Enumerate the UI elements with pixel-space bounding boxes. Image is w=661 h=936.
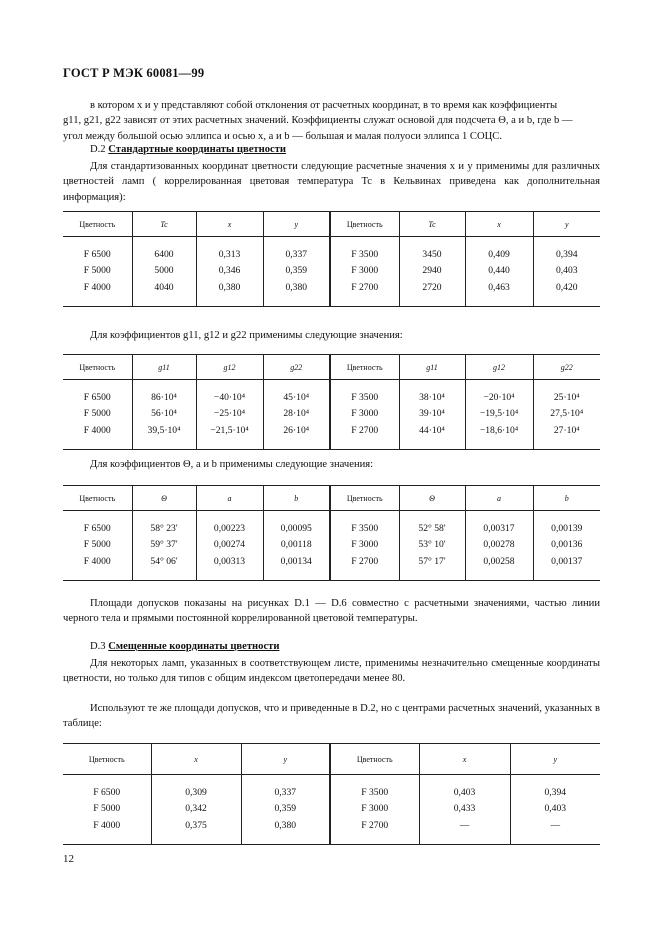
table-cell-value: — <box>550 819 561 831</box>
table-cell-value: −21,5·10⁴ <box>210 424 249 436</box>
table-cell-value: 0,00258 <box>483 555 515 567</box>
table-cell-value: 2940 <box>422 265 442 277</box>
table-cell-value: 0,380 <box>218 281 241 293</box>
table-cell-value: 0,463 <box>488 281 510 293</box>
table-chromaticity-coordinates <box>63 211 600 307</box>
intro-line-1: в котором x и y представляют собой отклонения от расчетных координат, в то время как коэффициенты <box>90 100 558 111</box>
table-cell-value: 2720 <box>422 281 442 293</box>
table-cell-value: 58° 23' <box>150 523 178 534</box>
table-cell-value: 0,403 <box>555 265 578 277</box>
table-header: g22 <box>533 355 600 380</box>
table-cell-value: −20·10⁴ <box>483 392 515 403</box>
table-cell <box>533 511 600 581</box>
table-header: Tc <box>132 212 196 237</box>
table-cell-value: −18,6·10⁴ <box>479 424 519 436</box>
table-cell <box>533 237 600 307</box>
table-cell-value: 56·10⁴ <box>151 408 177 420</box>
table-header: y <box>263 212 330 237</box>
section-d3-paragraph-2: Используют те же площади допусков, что и приведенные в D.2, но с центрами расчетных значений, указанных в таблице: <box>63 703 600 730</box>
table-header: Цветность <box>63 355 132 380</box>
table-cell <box>132 237 196 307</box>
table-cell-value: 44·10⁴ <box>419 424 445 436</box>
table-cell-value: 0,440 <box>488 265 510 277</box>
table-cell <box>263 511 330 581</box>
table-cell-value: 0,380 <box>285 281 308 293</box>
table-cell-value: 0,433 <box>453 803 476 815</box>
page-number: 12 <box>63 853 74 865</box>
table-cell-value: F 3000 <box>351 539 379 551</box>
table-cell-value: 0,00137 <box>551 555 583 567</box>
table-cell-value: F 3500 <box>351 392 379 403</box>
document-header: ГОСТ Р МЭК 60081—99 <box>63 66 205 80</box>
table-cell <box>263 380 330 450</box>
table-header: Θ <box>399 486 465 511</box>
table-cell-value: — <box>459 819 470 831</box>
table-cell <box>241 775 330 845</box>
section-d3-title: Смещенные координаты цветности <box>108 641 280 652</box>
table-header: a <box>465 486 533 511</box>
table-cell <box>63 775 151 845</box>
g-coefficients-lead: Для коэффициентов g11, g12 и g22 применимы следующие значения: <box>90 330 403 341</box>
table-cell-value: F 3000 <box>361 803 389 815</box>
section-d2-heading <box>90 144 286 155</box>
table-cell-value: F 6500 <box>83 392 111 403</box>
table-cell-value: F 6500 <box>83 523 111 534</box>
table-cell-value: 0,375 <box>185 819 207 831</box>
table-cell-value: F 4000 <box>83 424 111 436</box>
table-cell <box>151 775 241 845</box>
table-cell-value: 0,403 <box>544 803 567 815</box>
table-cell-value: 39·10⁴ <box>419 408 445 420</box>
table-header: g22 <box>263 355 330 380</box>
table-g-coefficients <box>63 354 600 450</box>
table-cell-value: 0,403 <box>453 787 476 798</box>
table-header: Цветность <box>330 744 419 775</box>
table-cell-value: F 6500 <box>93 787 121 798</box>
table-cell-value: 4040 <box>154 281 174 293</box>
table-cell-value: F 5000 <box>83 265 111 277</box>
table-cell-value: F 5000 <box>83 539 111 551</box>
table-cell-value: 0,00139 <box>551 523 583 534</box>
table-cell <box>132 380 196 450</box>
table-cell-value: 52° 58' <box>418 523 446 534</box>
intro-line-2: g11, g21, g22 зависят от этих расчетных значений. Коэффициенты служат основой для подсчета Θ, a и b, где b — <box>63 115 573 127</box>
table-cell <box>419 775 510 845</box>
table-cell-value: F 3500 <box>361 787 389 798</box>
table-cell-value: 0,00223 <box>213 523 246 534</box>
table-cell-value: 0,359 <box>285 265 308 277</box>
table-theta-coefficients <box>63 485 600 581</box>
section-d3-number: D.3 <box>90 641 106 652</box>
table-cell-value: 0,00095 <box>280 523 312 534</box>
table-header: x <box>465 212 533 237</box>
table-header: y <box>533 212 600 237</box>
table-cell-value: 27,5·10⁴ <box>550 408 584 420</box>
table-header: x <box>419 744 510 775</box>
table-cell <box>533 380 600 450</box>
table-cell-value: 27·10⁴ <box>553 424 580 436</box>
table-cell-value: 0,394 <box>544 787 567 798</box>
table-cell-value: 0,342 <box>185 803 207 815</box>
table-cell-value: −40·10⁴ <box>213 392 246 403</box>
table-cell-value: 0,409 <box>488 249 510 260</box>
section-d2-text: Для стандартизованных координат цветности следующие расчетные значения x и y применимы для различных цветностей ламп ( коррелированная цветовая температура Tc в Кельвинах приведена как дополнительная информация): <box>63 161 600 203</box>
table-cell <box>465 511 533 581</box>
table-header: x <box>196 212 263 237</box>
table-cell <box>263 237 330 307</box>
table-header: Цветность <box>63 212 132 237</box>
table-header: y <box>241 744 330 775</box>
table-cell-value: 53° 10' <box>418 539 446 551</box>
table-cell-value: 0,420 <box>555 281 578 293</box>
table-cell <box>196 237 263 307</box>
table-cell-value: F 2700 <box>351 555 379 567</box>
table-cell <box>196 380 263 450</box>
table-cell-value: −25·10⁴ <box>213 408 246 420</box>
table-cell-value: F 3000 <box>351 408 379 420</box>
table-cell-value: 57° 17' <box>418 555 446 567</box>
table-cell-value: 28·10⁴ <box>283 408 310 420</box>
table-header: g11 <box>132 355 196 380</box>
table-cell <box>465 380 533 450</box>
table-cell <box>63 237 132 307</box>
table-cell-value: 0,00118 <box>280 539 312 551</box>
table-cell-value: 0,337 <box>285 249 308 260</box>
table-cell <box>510 775 600 845</box>
table-cell <box>63 511 132 581</box>
table-cell-value: F 4000 <box>83 281 111 293</box>
table-cell <box>399 380 465 450</box>
table-cell-value: F 3000 <box>351 265 379 277</box>
table-header: Цветность <box>330 355 399 380</box>
table-cell <box>330 775 419 845</box>
table-header: Θ <box>132 486 196 511</box>
table-cell-value: 0,359 <box>274 803 297 815</box>
table-cell <box>465 237 533 307</box>
table-header: b <box>263 486 330 511</box>
table-cell-value: 25·10⁴ <box>553 392 580 403</box>
table-header: a <box>196 486 263 511</box>
table-cell-value: 26·10⁴ <box>283 424 310 436</box>
table-header: x <box>151 744 241 775</box>
table-cell <box>330 237 399 307</box>
table-cell-value: 39,5·10⁴ <box>147 424 181 436</box>
tolerance-paragraph: Площади допусков показаны на рисунках D.1 — D.6 совместно с расчетными значениями, частью линии черного тела и прямыми постоянной коррелированной цветовой температуры. <box>63 598 600 625</box>
table-cell-value: 0,00313 <box>213 555 246 567</box>
table-cell <box>132 511 196 581</box>
table-cell-value: 45·10⁴ <box>283 392 310 403</box>
table-cell-value: 5000 <box>154 265 174 277</box>
table-cell-value: 6400 <box>154 249 174 260</box>
table-cell-value: 0,309 <box>185 787 207 798</box>
section-d2-number: D.2 <box>90 144 106 155</box>
table-header: Цветность <box>63 486 132 511</box>
table-cell-value: 59° 37' <box>150 539 178 551</box>
intro-paragraph <box>63 98 600 144</box>
table-cell-value: 0,00136 <box>551 539 583 551</box>
table-cell-value: 3450 <box>422 249 442 260</box>
table-cell-value: F 3500 <box>351 249 379 260</box>
table-cell <box>196 511 263 581</box>
table-cell-value: F 5000 <box>83 408 111 420</box>
table-cell-value: F 4000 <box>83 555 111 567</box>
table-cell-value: F 6500 <box>83 249 111 260</box>
table-header: g12 <box>196 355 263 380</box>
table-cell <box>399 511 465 581</box>
table-cell-value: F 2700 <box>361 819 389 831</box>
table-cell <box>399 237 465 307</box>
table-cell-value: 0,313 <box>218 249 241 260</box>
table-header: b <box>533 486 600 511</box>
table-cell-value: 86·10⁴ <box>151 392 177 403</box>
table-header: y <box>510 744 600 775</box>
table-cell-value: 0,00274 <box>213 539 246 551</box>
theta-coefficients-lead: Для коэффициентов Θ, a и b применимы следующие значения: <box>90 459 374 470</box>
table-cell-value: 0,00317 <box>483 523 515 534</box>
table-shifted-coordinates <box>63 743 600 845</box>
table-header: Цветность <box>330 212 399 237</box>
table-cell-value: F 3500 <box>351 523 379 534</box>
table-cell-value: F 2700 <box>351 424 379 436</box>
table-header: Цветность <box>330 486 399 511</box>
table-header: Tc <box>399 212 465 237</box>
table-cell-value: 0,346 <box>218 265 241 277</box>
table-cell-value: 0,394 <box>555 249 578 260</box>
table-header: Цветность <box>63 744 151 775</box>
table-cell-value: 54° 06' <box>150 555 178 567</box>
table-cell <box>330 511 399 581</box>
table-cell-value: F 4000 <box>93 819 121 831</box>
table-cell-value: F 2700 <box>351 281 379 293</box>
table-cell-value: 0,337 <box>274 787 297 798</box>
table-cell-value: 0,00134 <box>280 555 312 567</box>
table-cell-value: −19,5·10⁴ <box>479 408 519 420</box>
table-cell-value: 38·10⁴ <box>419 392 445 403</box>
table-cell-value: 0,00278 <box>483 539 515 551</box>
section-d2-title: Стандартные координаты цветности <box>108 144 287 155</box>
table-cell <box>330 380 399 450</box>
intro-line-3: угол между большой осью эллипса и осью x, a и b — большая и малая полуоси эллипса 1 СОЦС. <box>63 130 502 142</box>
section-d3-paragraph-1: Для некоторых ламп, указанных в соответствующем листе, применимы незначительно смещенные координаты цветности, но только для типов с общим индексом цветопередачи менее 80. <box>63 658 600 685</box>
table-cell <box>63 380 132 450</box>
section-d3-heading <box>90 641 279 652</box>
table-header: g11 <box>399 355 465 380</box>
table-header: g12 <box>465 355 533 380</box>
table-cell-value: F 5000 <box>93 803 121 815</box>
table-cell-value: 0,380 <box>274 819 297 831</box>
